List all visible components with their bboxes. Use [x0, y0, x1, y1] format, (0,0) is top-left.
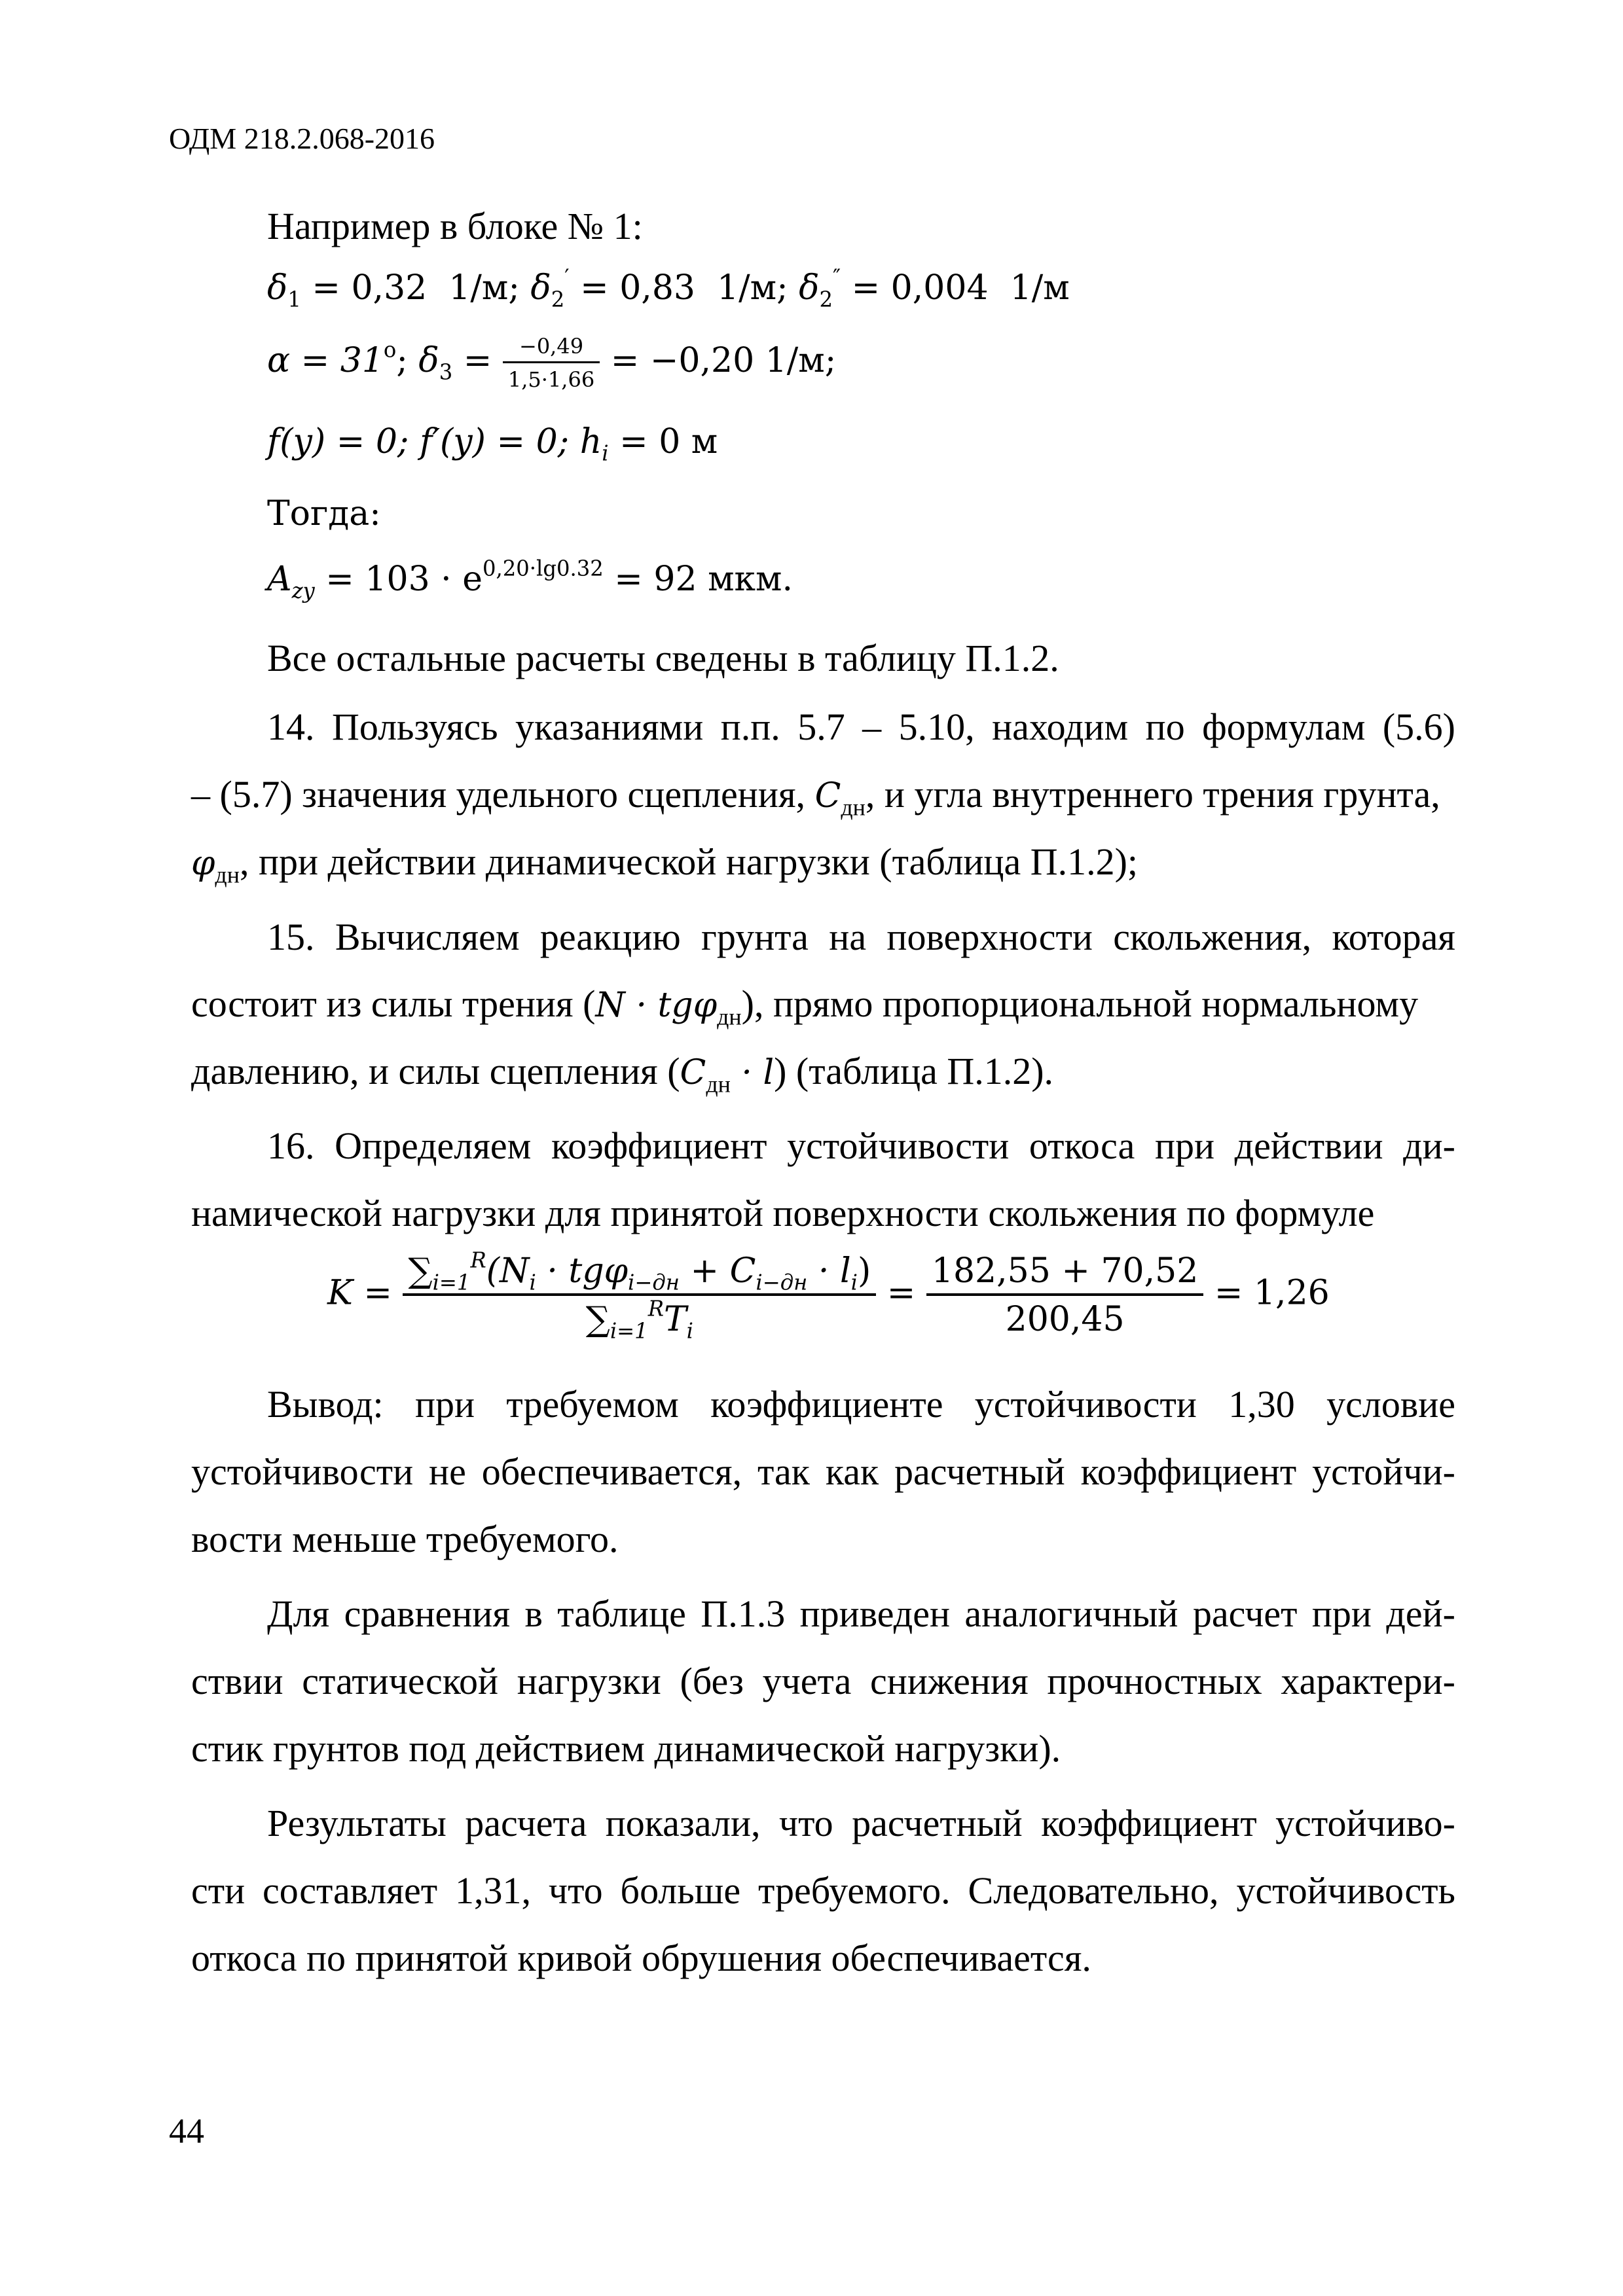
conclusion-line3: вости меньше требуемого.	[191, 1518, 619, 1560]
comparison-line1: Для сравнения в таблице П.1.3 приведен аналогичный расчет при дей-	[267, 1592, 1455, 1635]
item15-line1: 15. Вычисляем реакцию грунта на поверхности скольжения, которая	[267, 916, 1455, 958]
delta3-denominator: 1,5·1,66	[503, 361, 600, 392]
item14-line3	[191, 840, 1139, 888]
friction-expression: N · tgφ	[595, 986, 718, 1025]
l-symbol: · l	[730, 1053, 775, 1092]
conclusion-line1: Вывод: при требуемом коэффициенте устойчивости 1,30 условие	[267, 1383, 1455, 1426]
conclusion-line2: устойчивости не обеспечивается, так как расчетный коэффициент устойчи-	[191, 1450, 1455, 1493]
then-label: Тогда:	[267, 494, 381, 533]
phi-symbol: φ	[191, 844, 215, 883]
results-line2: сти составляет 1,31, что больше требуемого. Следовательно, устойчивость	[191, 1869, 1455, 1912]
k-main-fraction	[403, 1247, 876, 1344]
C-subscript: дн	[841, 794, 866, 821]
h-subscript: i	[602, 440, 609, 466]
A-expression: = 103 · e	[325, 560, 483, 599]
expr-part: )	[857, 1251, 871, 1291]
expr-part: · l	[807, 1251, 851, 1291]
delta1-unit: 1/м;	[448, 268, 520, 308]
delta2-prime-unit: 1/м;	[717, 268, 788, 308]
item15-line2	[191, 982, 1455, 1030]
delta3-result: = −0,20 1/м;	[610, 341, 837, 380]
expr-sub: i−дн	[628, 1270, 680, 1295]
item14-line2	[191, 772, 1440, 821]
item15-line3	[191, 1049, 1054, 1098]
delta3-fraction	[503, 334, 600, 392]
results-line3: откоса по принятой кривой обрушения обеспечивается.	[191, 1937, 1091, 1979]
item16-line2: намической нагрузки для принятой поверхности скольжения по формуле	[191, 1192, 1375, 1234]
rest-calculations-text: Все остальные расчеты сведены в таблицу П.1.2.	[267, 637, 1059, 679]
sum-sign: ∑	[408, 1251, 433, 1291]
alpha-formula-line: $\alpha = 31^o$; $\delta_3$ = $\frac{-0,49}{1,5\cdot 1,66}$ = −0,20 1/м;	[267, 334, 837, 392]
expr-sub: i	[850, 1270, 858, 1295]
text-span: , при действии динамической нагрузки (таблица П.1.2);	[239, 840, 1139, 883]
text-span: ), прямо пропорциональной нормальному	[741, 982, 1419, 1025]
sum-upper: R	[470, 1247, 486, 1273]
delta2-double-prime-unit: 1/м	[1010, 268, 1070, 308]
C-symbol: C	[814, 776, 841, 816]
k-numerator	[403, 1247, 876, 1295]
T-symbol: T	[663, 1300, 687, 1339]
sum-lower: i=1	[432, 1270, 471, 1295]
k-numeric-numerator: 182,55 + 70,52	[931, 1251, 1199, 1291]
item16-line1: 16. Определяем коэффициент устойчивости откоса при действии ди-	[267, 1124, 1455, 1167]
k-lhs: K =	[327, 1273, 392, 1313]
f-value: f(y) = 0;	[267, 422, 409, 461]
k-equals: =	[886, 1273, 916, 1313]
sum-sign: ∑	[585, 1300, 610, 1339]
page-number: 44	[169, 2111, 204, 2151]
C-symbol: C	[680, 1053, 706, 1092]
text-span: ) (таблица П.1.2).	[774, 1050, 1054, 1092]
k-numeric-fraction	[926, 1251, 1203, 1339]
T-subscript: i	[686, 1318, 693, 1344]
expr-sub: i−дн	[756, 1270, 808, 1295]
text-span: , и угла внутреннего трения грунта,	[865, 773, 1440, 816]
text-span: состоит из силы трения (	[191, 982, 596, 1025]
comparison-line2: ствии статической нагрузки (без учета снижения прочностных характери-	[191, 1660, 1455, 1702]
A-result: = 92 мкм.	[614, 560, 793, 599]
expr-part: · tgφ	[536, 1251, 629, 1291]
expr-sub: i	[529, 1270, 536, 1295]
k-formula	[327, 1247, 1330, 1344]
f-prime-value: f′(y) = 0;	[419, 422, 570, 461]
text-span: – (5.7) значения удельного сцепления,	[191, 773, 815, 816]
delta1-value: = 0,32	[312, 268, 428, 308]
example-intro: Например в блоке № 1:	[267, 205, 643, 247]
C-subscript: дн	[706, 1071, 731, 1098]
f-formula-line	[267, 422, 718, 466]
sum-upper: R	[647, 1296, 664, 1321]
item14-line1: 14. Пользуясь указаниями п.п. 5.7 – 5.10, находим по формулам (5.6)	[267, 706, 1455, 748]
separator: ;	[396, 341, 408, 380]
results-line1: Результаты расчета показали, что расчетный коэффициент устойчиво-	[267, 1802, 1455, 1844]
text-span: давлению, и силы сцепления (	[191, 1050, 680, 1092]
A-exponent: 0,20·lg0.32	[483, 556, 604, 581]
k-numeric-denominator: 200,45	[926, 1293, 1203, 1339]
A-subscript: zy	[291, 578, 315, 603]
h-value: = 0 м	[619, 422, 718, 461]
a-formula-line	[267, 556, 793, 603]
A-symbol: A	[267, 560, 292, 599]
k-result: = 1,26	[1214, 1273, 1330, 1313]
delta2-prime-value: = 0,83	[580, 268, 695, 308]
h-symbol: h	[579, 422, 602, 461]
comparison-line3: стик грунтов под действием динамической нагрузки).	[191, 1727, 1061, 1770]
delta2-double-prime-value: = 0,004	[851, 268, 989, 308]
degree-mark: o	[383, 337, 397, 363]
expr-part: (N	[486, 1251, 530, 1291]
k-denominator	[403, 1293, 876, 1344]
delta3-equals: =	[463, 341, 492, 380]
friction-subscript: дн	[717, 1003, 742, 1030]
delta-formula-line: $\delta_1 = 0,32$ 1/м; $\delta_2' = 0,83$ 1/м; $\delta_2'' = 0,004$ 1/м	[267, 264, 1070, 312]
document-header: ОДМ 218.2.068-2016	[169, 122, 435, 155]
expr-part: + C	[680, 1251, 756, 1291]
phi-subscript: дн	[215, 861, 240, 888]
sum-lower: i=1	[610, 1318, 648, 1344]
alpha-value: α = 31	[267, 341, 384, 380]
delta3-numerator: −0,49	[519, 334, 584, 359]
